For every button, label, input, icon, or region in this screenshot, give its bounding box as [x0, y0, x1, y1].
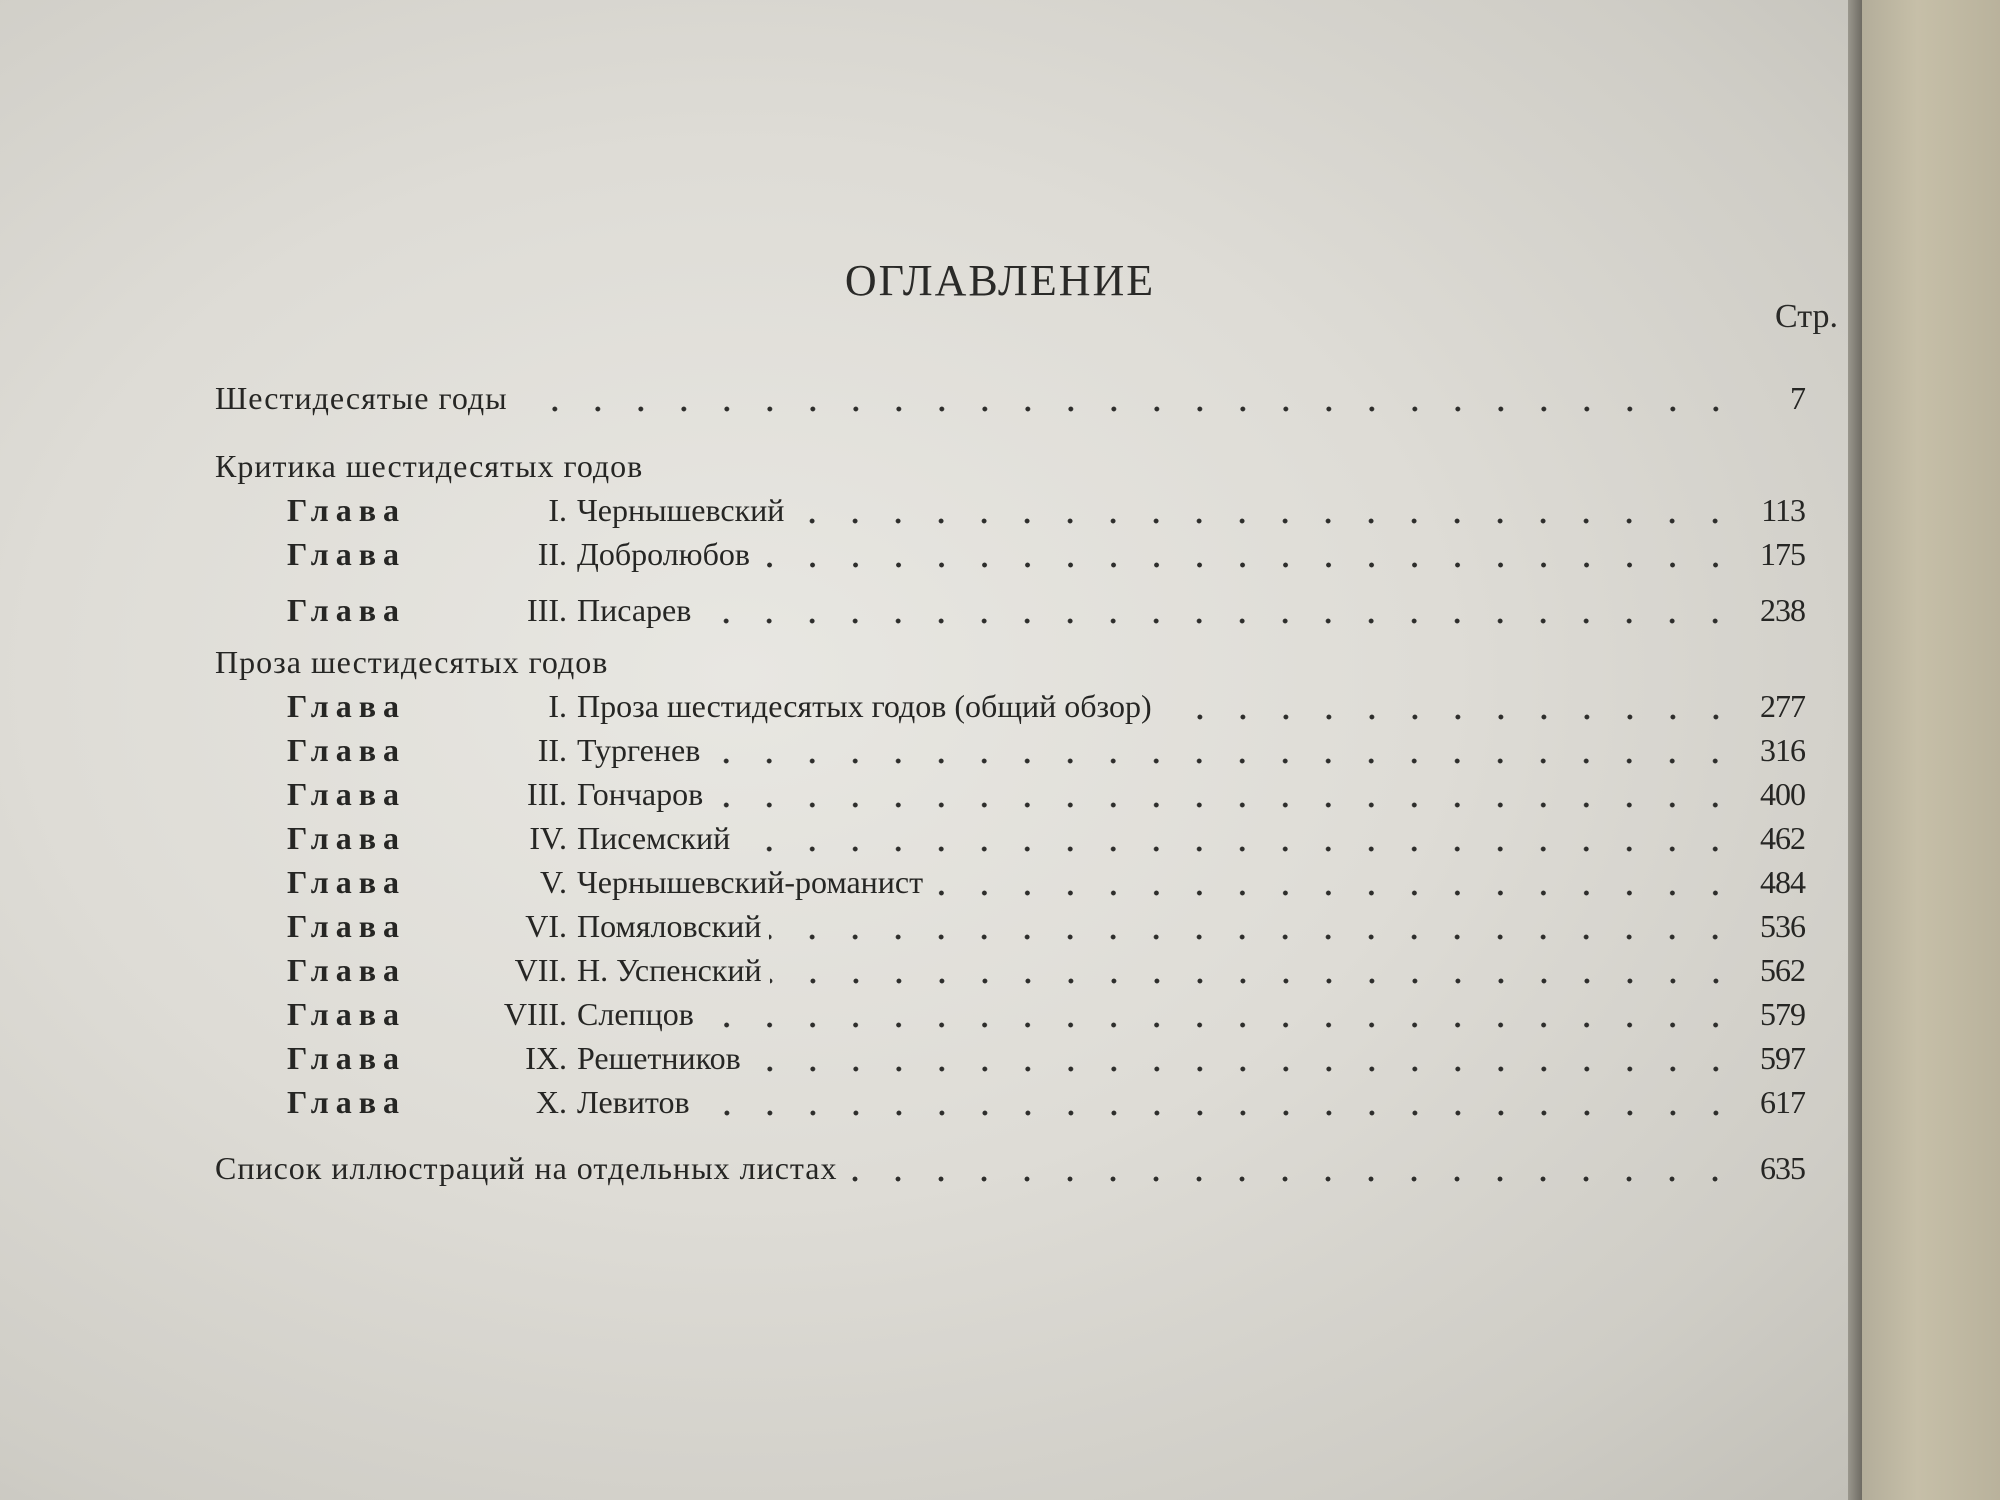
chapter-number: VIII.	[503, 996, 567, 1032]
toc-page-number: 536	[1760, 908, 1805, 944]
chapter-number: I.	[548, 688, 567, 724]
leader-dots	[1160, 714, 1737, 720]
leader-dots	[516, 406, 1737, 412]
leader-dots	[758, 562, 1737, 568]
toc-chapter	[287, 492, 1805, 536]
toc-chapter	[287, 1040, 1805, 1084]
chapter-prefix: Глава	[287, 492, 406, 528]
chapter-title: Чернышевский-романист	[577, 864, 924, 900]
chapter-prefix: Глава	[287, 908, 406, 944]
leader-dots	[711, 802, 1737, 808]
leader-dots	[699, 618, 1737, 624]
chapter-prefix: Глава	[287, 776, 406, 812]
chapter-title: Добролюбов	[577, 536, 750, 572]
adjacent-page	[1862, 0, 2000, 1500]
leader-dots	[749, 1066, 1737, 1072]
chapter-title: Писемский	[577, 820, 731, 856]
chapter-title: Решетников	[577, 1040, 741, 1076]
leader-dots	[845, 1176, 1737, 1182]
toc-part-title: Список иллюстраций на отдельных листах	[215, 1150, 838, 1186]
chapter-number: X.	[535, 1084, 567, 1120]
chapter-number: IX.	[525, 1040, 567, 1076]
chapter-prefix: Глава	[287, 820, 406, 856]
chapter-number: VI.	[525, 908, 567, 944]
chapter-prefix: Глава	[287, 592, 406, 628]
chapter-number: II.	[537, 732, 567, 768]
toc-heading-title: Проза шестидесятых годов	[215, 644, 609, 680]
leader-dots	[770, 978, 1737, 984]
chapter-prefix: Глава	[287, 952, 406, 988]
toc-part-title: Шестидесятые годы	[215, 380, 508, 416]
chapter-prefix: Глава	[287, 732, 406, 768]
toc-page-number: 562	[1760, 952, 1805, 988]
chapter-number: IV.	[529, 820, 567, 856]
page-title: ОГЛАВЛЕНИЕ	[844, 256, 1156, 305]
toc-part	[215, 1150, 1805, 1194]
toc-chapter	[287, 536, 1805, 580]
toc-chapter	[287, 732, 1805, 776]
toc-chapter	[287, 820, 1805, 864]
toc-chapter	[287, 996, 1805, 1040]
toc-chapter	[287, 592, 1805, 636]
toc-page-number: 175	[1760, 536, 1805, 572]
leader-dots	[698, 1110, 1737, 1116]
leader-dots	[738, 846, 1737, 852]
chapter-prefix: Глава	[287, 1084, 406, 1120]
chapter-title: Левитов	[577, 1084, 690, 1120]
toc-heading-title: Критика шестидесятых годов	[215, 448, 644, 484]
chapter-prefix: Глава	[287, 688, 406, 724]
toc-page-number: 635	[1760, 1150, 1805, 1186]
toc-page-number: 484	[1760, 864, 1805, 900]
toc-page-number: 462	[1760, 820, 1805, 856]
toc-chapter	[287, 688, 1805, 732]
leader-dots	[769, 934, 1737, 940]
chapter-title: Слепцов	[577, 996, 694, 1032]
toc-page-number: 316	[1760, 732, 1805, 768]
toc-page-number: 597	[1760, 1040, 1805, 1076]
chapter-title: Чернышевский	[577, 492, 785, 528]
chapter-prefix: Глава	[287, 1040, 406, 1076]
page-edge	[1848, 0, 1862, 1500]
toc-page-number: 238	[1760, 592, 1805, 628]
chapter-title: Гончаров	[577, 776, 704, 812]
chapter-number: I.	[548, 492, 567, 528]
chapter-number: II.	[537, 536, 567, 572]
chapter-title: Проза шестидесятых годов (общий обзор)	[577, 688, 1152, 724]
toc-page-number: 400	[1760, 776, 1805, 812]
chapter-title: Н. Успенский	[577, 952, 762, 988]
chapter-title: Писарев	[577, 592, 692, 628]
toc-page-number: 277	[1760, 688, 1805, 724]
chapter-title: Тургенев	[577, 732, 701, 768]
chapter-number: VII.	[514, 952, 567, 988]
chapter-number: V.	[540, 864, 567, 900]
leader-dots	[931, 890, 1737, 896]
toc-part	[215, 380, 1805, 424]
toc-page-number: 579	[1760, 996, 1805, 1032]
chapter-prefix: Глава	[287, 996, 406, 1032]
toc-page-number: 113	[1761, 492, 1805, 528]
toc-page-number: 7	[1790, 380, 1805, 416]
page-column-label: Стр.	[1774, 298, 1838, 335]
leader-dots	[702, 1022, 1737, 1028]
chapter-prefix: Глава	[287, 536, 406, 572]
leader-dots	[708, 758, 1737, 764]
chapter-prefix: Глава	[287, 864, 406, 900]
chapter-title: Помяловский	[577, 908, 762, 944]
leader-dots	[792, 518, 1737, 524]
chapter-number: III.	[527, 592, 567, 628]
toc-chapter	[287, 776, 1805, 820]
toc-chapter	[287, 952, 1805, 996]
toc-chapter	[287, 864, 1805, 908]
toc-section-heading	[215, 644, 1805, 688]
toc-page-number: 617	[1760, 1084, 1805, 1120]
toc-chapter	[287, 1084, 1805, 1128]
chapter-number: III.	[527, 776, 567, 812]
toc-chapter	[287, 908, 1805, 952]
toc-section-heading	[215, 448, 1805, 492]
